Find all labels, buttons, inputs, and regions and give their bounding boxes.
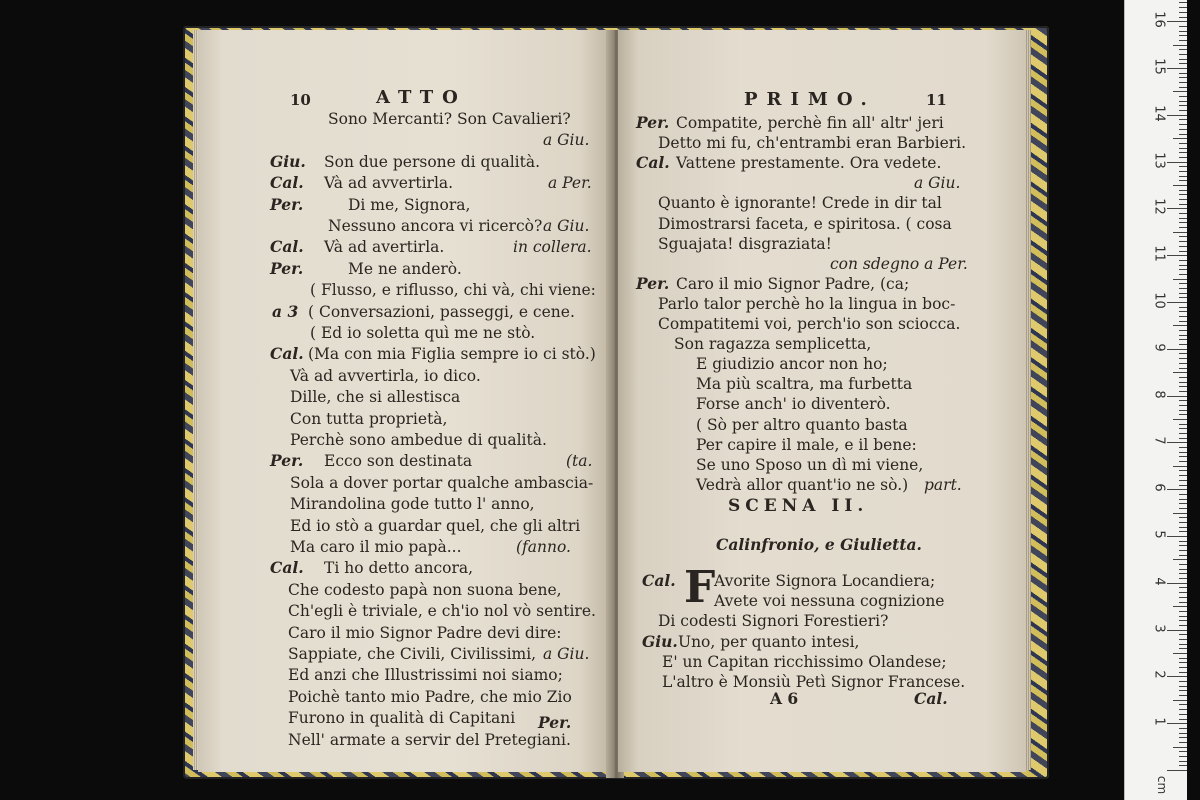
ruler-tick bbox=[1167, 68, 1187, 69]
speaker-label: a 3 bbox=[272, 301, 299, 321]
verse-line: E' un Capitan ricchissimo Olandese; bbox=[662, 652, 947, 671]
verse-line: Che codesto papà non suona bene, bbox=[288, 580, 562, 599]
left-page-number: 10 bbox=[290, 91, 311, 109]
ruler-tick bbox=[1179, 321, 1187, 322]
ruler-tick bbox=[1179, 639, 1187, 640]
ruler-tick bbox=[1179, 737, 1187, 738]
verse-line: Nessuno ancora vi ricercò? bbox=[328, 217, 543, 235]
ruler-tick bbox=[1173, 372, 1187, 373]
ruler-tick bbox=[1179, 143, 1187, 144]
ruler-tick bbox=[1179, 503, 1187, 504]
ruler-tick bbox=[1173, 653, 1187, 654]
verse-line: Poichè tanto mio Padre, che mio Zio bbox=[288, 687, 572, 706]
ruler-tick bbox=[1179, 171, 1187, 172]
ruler-tick bbox=[1179, 222, 1187, 223]
ruler-tick bbox=[1179, 569, 1187, 570]
ruler-tick bbox=[1167, 489, 1187, 490]
ruler-tick bbox=[1179, 31, 1187, 32]
ruler-tick bbox=[1179, 545, 1187, 546]
verse-line: Mirandolina gode tutto l' anno, bbox=[290, 495, 535, 514]
speaker-label: Cal. bbox=[270, 344, 304, 364]
ruler-tick bbox=[1179, 87, 1187, 88]
verse-line: Và ad avvertirla. bbox=[324, 174, 454, 193]
ruler-tick bbox=[1179, 644, 1187, 645]
right-running-header: PRIMO. bbox=[744, 89, 876, 110]
speaker-label: Per. bbox=[636, 273, 670, 293]
ruler-tick bbox=[1173, 325, 1187, 326]
verse-line: Se uno Sposo un dì mi viene, bbox=[696, 455, 924, 474]
ruler-tick bbox=[1167, 162, 1187, 163]
ruler-tick bbox=[1173, 419, 1187, 420]
ruler-tick bbox=[1167, 630, 1187, 631]
ruler-tick bbox=[1179, 194, 1187, 195]
ruler-tick bbox=[1179, 148, 1187, 149]
ruler-tick bbox=[1179, 690, 1187, 691]
ruler-tick bbox=[1179, 335, 1187, 336]
speaker-label: Cal. bbox=[270, 558, 304, 578]
ruler-tick bbox=[1179, 428, 1187, 429]
ruler-tick bbox=[1179, 265, 1187, 266]
ruler-tick bbox=[1179, 339, 1187, 340]
ruler-tick bbox=[1179, 485, 1187, 486]
ruler-label: 6 bbox=[1151, 483, 1167, 492]
ruler-tick bbox=[1179, 592, 1187, 593]
speaker-label: Cal. bbox=[270, 173, 304, 193]
verse-line: Ed io stò a guardar quel, che gli altri bbox=[290, 516, 581, 535]
ruler-tick bbox=[1173, 138, 1187, 139]
drop-capital: F bbox=[684, 562, 716, 613]
verse-line: Và ad avertirla. bbox=[324, 238, 445, 257]
ruler-tick bbox=[1179, 719, 1187, 720]
ruler-label: 4 bbox=[1151, 577, 1167, 586]
ruler-tick bbox=[1179, 499, 1187, 500]
ruler-tick bbox=[1179, 297, 1187, 298]
ruler-tick bbox=[1179, 400, 1187, 401]
stage-direction: in collera. bbox=[513, 238, 592, 257]
verse-line: Quanto è ignorante! Crede in dir tal bbox=[658, 194, 942, 213]
ruler-tick bbox=[1179, 213, 1187, 214]
ruler-tick bbox=[1179, 26, 1187, 27]
ruler-tick bbox=[1179, 288, 1187, 289]
ruler-tick bbox=[1179, 124, 1187, 125]
speaker-label: Cal. bbox=[642, 571, 676, 590]
ruler-tick bbox=[1179, 236, 1187, 237]
ruler-tick bbox=[1173, 279, 1187, 280]
ruler-tick bbox=[1179, 658, 1187, 659]
ruler-tick bbox=[1179, 96, 1187, 97]
verse-line: Parlo talor perchè ho la lingua in boc- bbox=[658, 294, 956, 313]
ruler-label: 10 bbox=[1151, 292, 1167, 309]
ruler-tick bbox=[1179, 35, 1187, 36]
verse-line: Forse anch' io diventerò. bbox=[696, 395, 891, 414]
ruler-tick bbox=[1179, 475, 1187, 476]
stage-direction: part. bbox=[924, 475, 962, 494]
verse-line: Sappiate, che Civili, Civilissimi, bbox=[288, 645, 537, 663]
verse-line: Son ragazza semplicetta, bbox=[674, 335, 872, 354]
ruler-tick bbox=[1179, 260, 1187, 261]
ruler-tick bbox=[1179, 176, 1187, 177]
ruler-tick bbox=[1179, 269, 1187, 270]
ruler-tick bbox=[1179, 199, 1187, 200]
ruler-tick bbox=[1167, 349, 1187, 350]
verse-line: (Ma con mia Figlia sempre io ci stò.) bbox=[308, 345, 596, 364]
ruler-tick bbox=[1179, 452, 1187, 453]
verse-line: Sola a dover portar qualche ambascia- bbox=[290, 473, 594, 492]
verse-line: Và ad avvertirla, io dico. bbox=[290, 366, 481, 385]
verse-line: Compatite, perchè fin all' altr' jeri bbox=[676, 114, 944, 132]
ruler-tick bbox=[1179, 105, 1187, 106]
verse-line: Perchè sono ambedue di qualità. bbox=[290, 431, 547, 449]
ruler-tick bbox=[1179, 246, 1187, 247]
ruler-unit: cm bbox=[1155, 775, 1169, 795]
ruler-tick bbox=[1179, 274, 1187, 275]
stage-direction: a Giu. bbox=[543, 131, 590, 150]
verse-line: Ma caro il mio papà... bbox=[290, 538, 462, 556]
ruler-label: 13 bbox=[1151, 151, 1167, 169]
ruler-label: 12 bbox=[1151, 198, 1167, 216]
right-catchword: Cal. bbox=[914, 689, 948, 708]
verse-line: Avete voi nessuna cognizione bbox=[714, 592, 945, 611]
ruler-tick bbox=[1179, 494, 1187, 495]
ruler-label: 16 bbox=[1151, 11, 1167, 28]
verse-line: Con tutta proprietà, bbox=[290, 409, 448, 428]
verse-line: Di me, Signora, bbox=[348, 195, 471, 214]
ruler-tick bbox=[1179, 358, 1187, 359]
stage-direction: a Giu. bbox=[914, 174, 961, 193]
speaker-label: Per. bbox=[636, 113, 670, 132]
ruler-tick bbox=[1173, 513, 1187, 514]
ruler-tick bbox=[1179, 728, 1187, 729]
ruler-label: 7 bbox=[1151, 436, 1167, 446]
speaker-label: Giu. bbox=[642, 631, 678, 651]
stage-direction: a Giu. bbox=[543, 217, 590, 235]
ruler-tick bbox=[1179, 7, 1187, 8]
scene-title: SCENA II. bbox=[728, 496, 869, 516]
stage-direction: (fanno. bbox=[516, 538, 571, 556]
ruler-tick bbox=[1167, 723, 1187, 724]
ruler-tick bbox=[1167, 583, 1187, 584]
ruler-tick bbox=[1179, 110, 1187, 111]
ruler-tick bbox=[1179, 714, 1187, 715]
ruler-tick bbox=[1167, 770, 1187, 771]
ruler-tick bbox=[1179, 424, 1187, 425]
verse-line: Dille, che si allestisca bbox=[290, 388, 461, 407]
verse-line: Ecco son destinata bbox=[324, 452, 473, 471]
ruler-tick bbox=[1179, 101, 1187, 102]
ruler-tick bbox=[1179, 648, 1187, 649]
ruler-tick bbox=[1179, 508, 1187, 509]
ruler-tick bbox=[1173, 747, 1187, 748]
ruler-tick bbox=[1167, 208, 1187, 209]
verse-line: ( Flusso, e riflusso, chi và, chi viene: bbox=[310, 281, 596, 300]
verse-line: Ed anzi che Illustrissimi noi siamo; bbox=[288, 666, 563, 685]
ruler-tick bbox=[1179, 672, 1187, 673]
ruler-tick bbox=[1179, 391, 1187, 392]
ruler-tick bbox=[1179, 59, 1187, 60]
ruler-tick bbox=[1179, 597, 1187, 598]
scene-characters: Calinfronio, e Giulietta. bbox=[716, 535, 922, 554]
verse-line: ( Conversazioni, passeggi, e cene. bbox=[308, 302, 575, 321]
ruler-tick bbox=[1173, 45, 1187, 46]
verse-line: Caro il mio Signor Padre devi dire: bbox=[288, 623, 562, 642]
ruler-tick bbox=[1179, 742, 1187, 743]
verse-line: Compatitemi voi, perch'io son sciocca. bbox=[658, 315, 961, 333]
ruler-tick bbox=[1179, 17, 1187, 18]
ruler-tick bbox=[1179, 134, 1187, 135]
speaker-label: Giu. bbox=[270, 151, 306, 171]
verse-line: Ti ho detto ancora, bbox=[324, 559, 474, 578]
speaker-label: Per. bbox=[270, 258, 304, 278]
verse-line: Caro il mio Signor Padre, (ca; bbox=[676, 274, 910, 293]
ruler-tick bbox=[1179, 157, 1187, 158]
ruler-tick bbox=[1167, 115, 1187, 116]
ruler-tick bbox=[1167, 255, 1187, 256]
verse-line: Vattene prestamente. Ora vedete. bbox=[676, 154, 942, 173]
stage-direction: (ta. bbox=[566, 452, 593, 471]
ruler-tick bbox=[1179, 82, 1187, 83]
speaker-label: Per. bbox=[270, 451, 304, 471]
verse-line: Sono Mercanti? Son Cavalieri? bbox=[328, 110, 571, 128]
ruler-tick bbox=[1179, 330, 1187, 331]
ruler-tick bbox=[1179, 307, 1187, 308]
ruler-tick bbox=[1179, 410, 1187, 411]
verse-line: Son due persone di qualità. bbox=[324, 152, 541, 171]
verse-line: Avorite Signora Locandiera; bbox=[714, 572, 936, 590]
ruler-tick bbox=[1179, 316, 1187, 317]
ruler-tick bbox=[1173, 185, 1187, 186]
ruler-tick bbox=[1179, 363, 1187, 364]
verse-line: Vedrà allor quant'io ne sò.) bbox=[696, 475, 909, 494]
ruler-label: 9 bbox=[1151, 343, 1167, 352]
ruler-tick bbox=[1179, 218, 1187, 219]
ruler-tick bbox=[1179, 704, 1187, 705]
ruler-tick bbox=[1179, 751, 1187, 752]
ruler-tick bbox=[1179, 662, 1187, 663]
speaker-label: Cal. bbox=[636, 153, 670, 173]
ruler-tick bbox=[1179, 386, 1187, 387]
ruler-tick bbox=[1179, 527, 1187, 528]
ruler-tick bbox=[1179, 40, 1187, 41]
ruler-tick bbox=[1179, 241, 1187, 242]
ruler-tick bbox=[1179, 620, 1187, 621]
ruler-tick bbox=[1179, 405, 1187, 406]
ruler-tick bbox=[1179, 756, 1187, 757]
ruler-tick bbox=[1179, 368, 1187, 369]
verse-line: Di codesti Signori Forestieri? bbox=[658, 612, 889, 631]
ruler-tick bbox=[1179, 573, 1187, 574]
ruler-tick bbox=[1179, 765, 1187, 766]
ruler-tick bbox=[1167, 21, 1187, 22]
verse-line: Detto mi fu, ch'entrambi eran Barbieri. bbox=[658, 134, 967, 153]
ruler-tick bbox=[1179, 541, 1187, 542]
ruler-tick bbox=[1179, 480, 1187, 481]
ruler-tick bbox=[1179, 190, 1187, 191]
ruler-tick bbox=[1173, 91, 1187, 92]
ruler-tick bbox=[1179, 180, 1187, 181]
ruler-tick bbox=[1179, 602, 1187, 603]
verse-line: ( Ed io soletta quì me ne stò. bbox=[310, 324, 536, 342]
ruler-tick bbox=[1179, 522, 1187, 523]
ruler-label: 11 bbox=[1151, 245, 1167, 262]
ruler-tick bbox=[1167, 302, 1187, 303]
ruler-tick bbox=[1179, 578, 1187, 579]
verse-line: Uno, per quanto intesi, bbox=[678, 632, 860, 651]
ruler-tick bbox=[1179, 555, 1187, 556]
ruler-tick bbox=[1179, 311, 1187, 312]
ruler-tick bbox=[1179, 733, 1187, 734]
verse-line: Dimostrarsi faceta, e spiritosa. ( cosa bbox=[658, 214, 952, 233]
right-page-number: 11 bbox=[926, 91, 947, 109]
left-catchword: Per. bbox=[538, 713, 572, 732]
stage-direction: a Per. bbox=[548, 174, 592, 193]
ruler-label: 2 bbox=[1151, 670, 1167, 680]
ruler-tick bbox=[1179, 54, 1187, 55]
ruler-tick bbox=[1167, 442, 1187, 443]
ruler-tick bbox=[1179, 456, 1187, 457]
ruler-tick bbox=[1179, 531, 1187, 532]
ruler-label: 1 bbox=[1151, 717, 1167, 726]
ruler-label: 14 bbox=[1151, 105, 1167, 122]
ruler-tick bbox=[1179, 709, 1187, 710]
verse-line: L'altro è Monsiù Petì Signor Francese. bbox=[662, 673, 966, 691]
ruler-tick bbox=[1179, 63, 1187, 64]
ruler-tick bbox=[1179, 49, 1187, 50]
ruler-tick bbox=[1179, 447, 1187, 448]
ruler-tick bbox=[1179, 564, 1187, 565]
ruler-label: 3 bbox=[1151, 623, 1167, 633]
ruler-tick bbox=[1179, 517, 1187, 518]
ruler-tick bbox=[1167, 536, 1187, 537]
ruler-tick bbox=[1179, 761, 1187, 762]
ruler-tick bbox=[1179, 166, 1187, 167]
verse-line: E giudizio ancor non ho; bbox=[696, 355, 888, 374]
ruler-tick bbox=[1179, 382, 1187, 383]
ruler-tick bbox=[1179, 611, 1187, 612]
ruler-tick bbox=[1179, 414, 1187, 415]
ruler-tick bbox=[1173, 232, 1187, 233]
ruler-tick bbox=[1179, 251, 1187, 252]
ruler-tick bbox=[1173, 466, 1187, 467]
verse-line: Ma più scaltra, ma furbetta bbox=[696, 375, 913, 394]
stage-direction: a Giu. bbox=[543, 645, 590, 663]
ruler-tick bbox=[1179, 695, 1187, 696]
ruler-tick bbox=[1179, 129, 1187, 130]
left-running-header: ATTO bbox=[376, 87, 467, 108]
ruler-label: 8 bbox=[1151, 389, 1167, 399]
ruler-label: 15 bbox=[1151, 58, 1167, 75]
ruler-tick bbox=[1179, 616, 1187, 617]
ruler-tick bbox=[1179, 283, 1187, 284]
verse-line: Per capire il male, e il bene: bbox=[696, 435, 917, 454]
ruler-tick bbox=[1179, 2, 1187, 3]
signature-mark: A 6 bbox=[770, 689, 799, 708]
ruler-tick bbox=[1179, 73, 1187, 74]
ruler-tick bbox=[1179, 77, 1187, 78]
stage-direction: con sdegno a Per. bbox=[830, 254, 968, 273]
ruler-tick bbox=[1179, 353, 1187, 354]
verse-line: Nell' armate a servir del Pretegiani. bbox=[288, 730, 571, 749]
ruler-tick bbox=[1179, 438, 1187, 439]
ruler-tick bbox=[1179, 344, 1187, 345]
verse-line: ( Sò per altro quanto basta bbox=[696, 415, 908, 434]
ruler-tick bbox=[1179, 550, 1187, 551]
ruler-tick bbox=[1179, 686, 1187, 687]
ruler-tick bbox=[1179, 152, 1187, 153]
left-page bbox=[198, 30, 612, 772]
ruler-tick bbox=[1179, 12, 1187, 13]
ruler-tick bbox=[1179, 204, 1187, 205]
ruler-tick bbox=[1179, 470, 1187, 471]
ruler-tick bbox=[1167, 676, 1187, 677]
right-page bbox=[618, 30, 1026, 772]
ruler-tick bbox=[1173, 606, 1187, 607]
ruler-tick bbox=[1179, 667, 1187, 668]
ruler-tick bbox=[1167, 396, 1187, 397]
speaker-label: Per. bbox=[270, 194, 304, 214]
ruler-tick bbox=[1179, 461, 1187, 462]
ruler-tick bbox=[1179, 634, 1187, 635]
ruler-tick bbox=[1179, 119, 1187, 120]
ruler-tick bbox=[1173, 700, 1187, 701]
verse-line: Me ne anderò. bbox=[348, 259, 462, 278]
ruler-tick bbox=[1179, 681, 1187, 682]
ruler-tick bbox=[1179, 377, 1187, 378]
ruler-tick bbox=[1179, 587, 1187, 588]
ruler-tick bbox=[1173, 559, 1187, 560]
ruler-tick bbox=[1179, 625, 1187, 626]
ruler-tick bbox=[1179, 227, 1187, 228]
ruler-tick bbox=[1179, 293, 1187, 294]
speaker-label: Cal. bbox=[270, 237, 304, 257]
verse-line: Furono in qualità di Capitani bbox=[288, 709, 516, 728]
verse-line: Ch'egli è triviale, e ch'io nol vò sentire. bbox=[288, 602, 596, 621]
ruler-tick bbox=[1179, 433, 1187, 434]
measuring-ruler bbox=[1124, 0, 1187, 800]
ruler-label: 5 bbox=[1151, 530, 1167, 539]
verse-line: Sguajata! disgraziata! bbox=[658, 234, 832, 253]
